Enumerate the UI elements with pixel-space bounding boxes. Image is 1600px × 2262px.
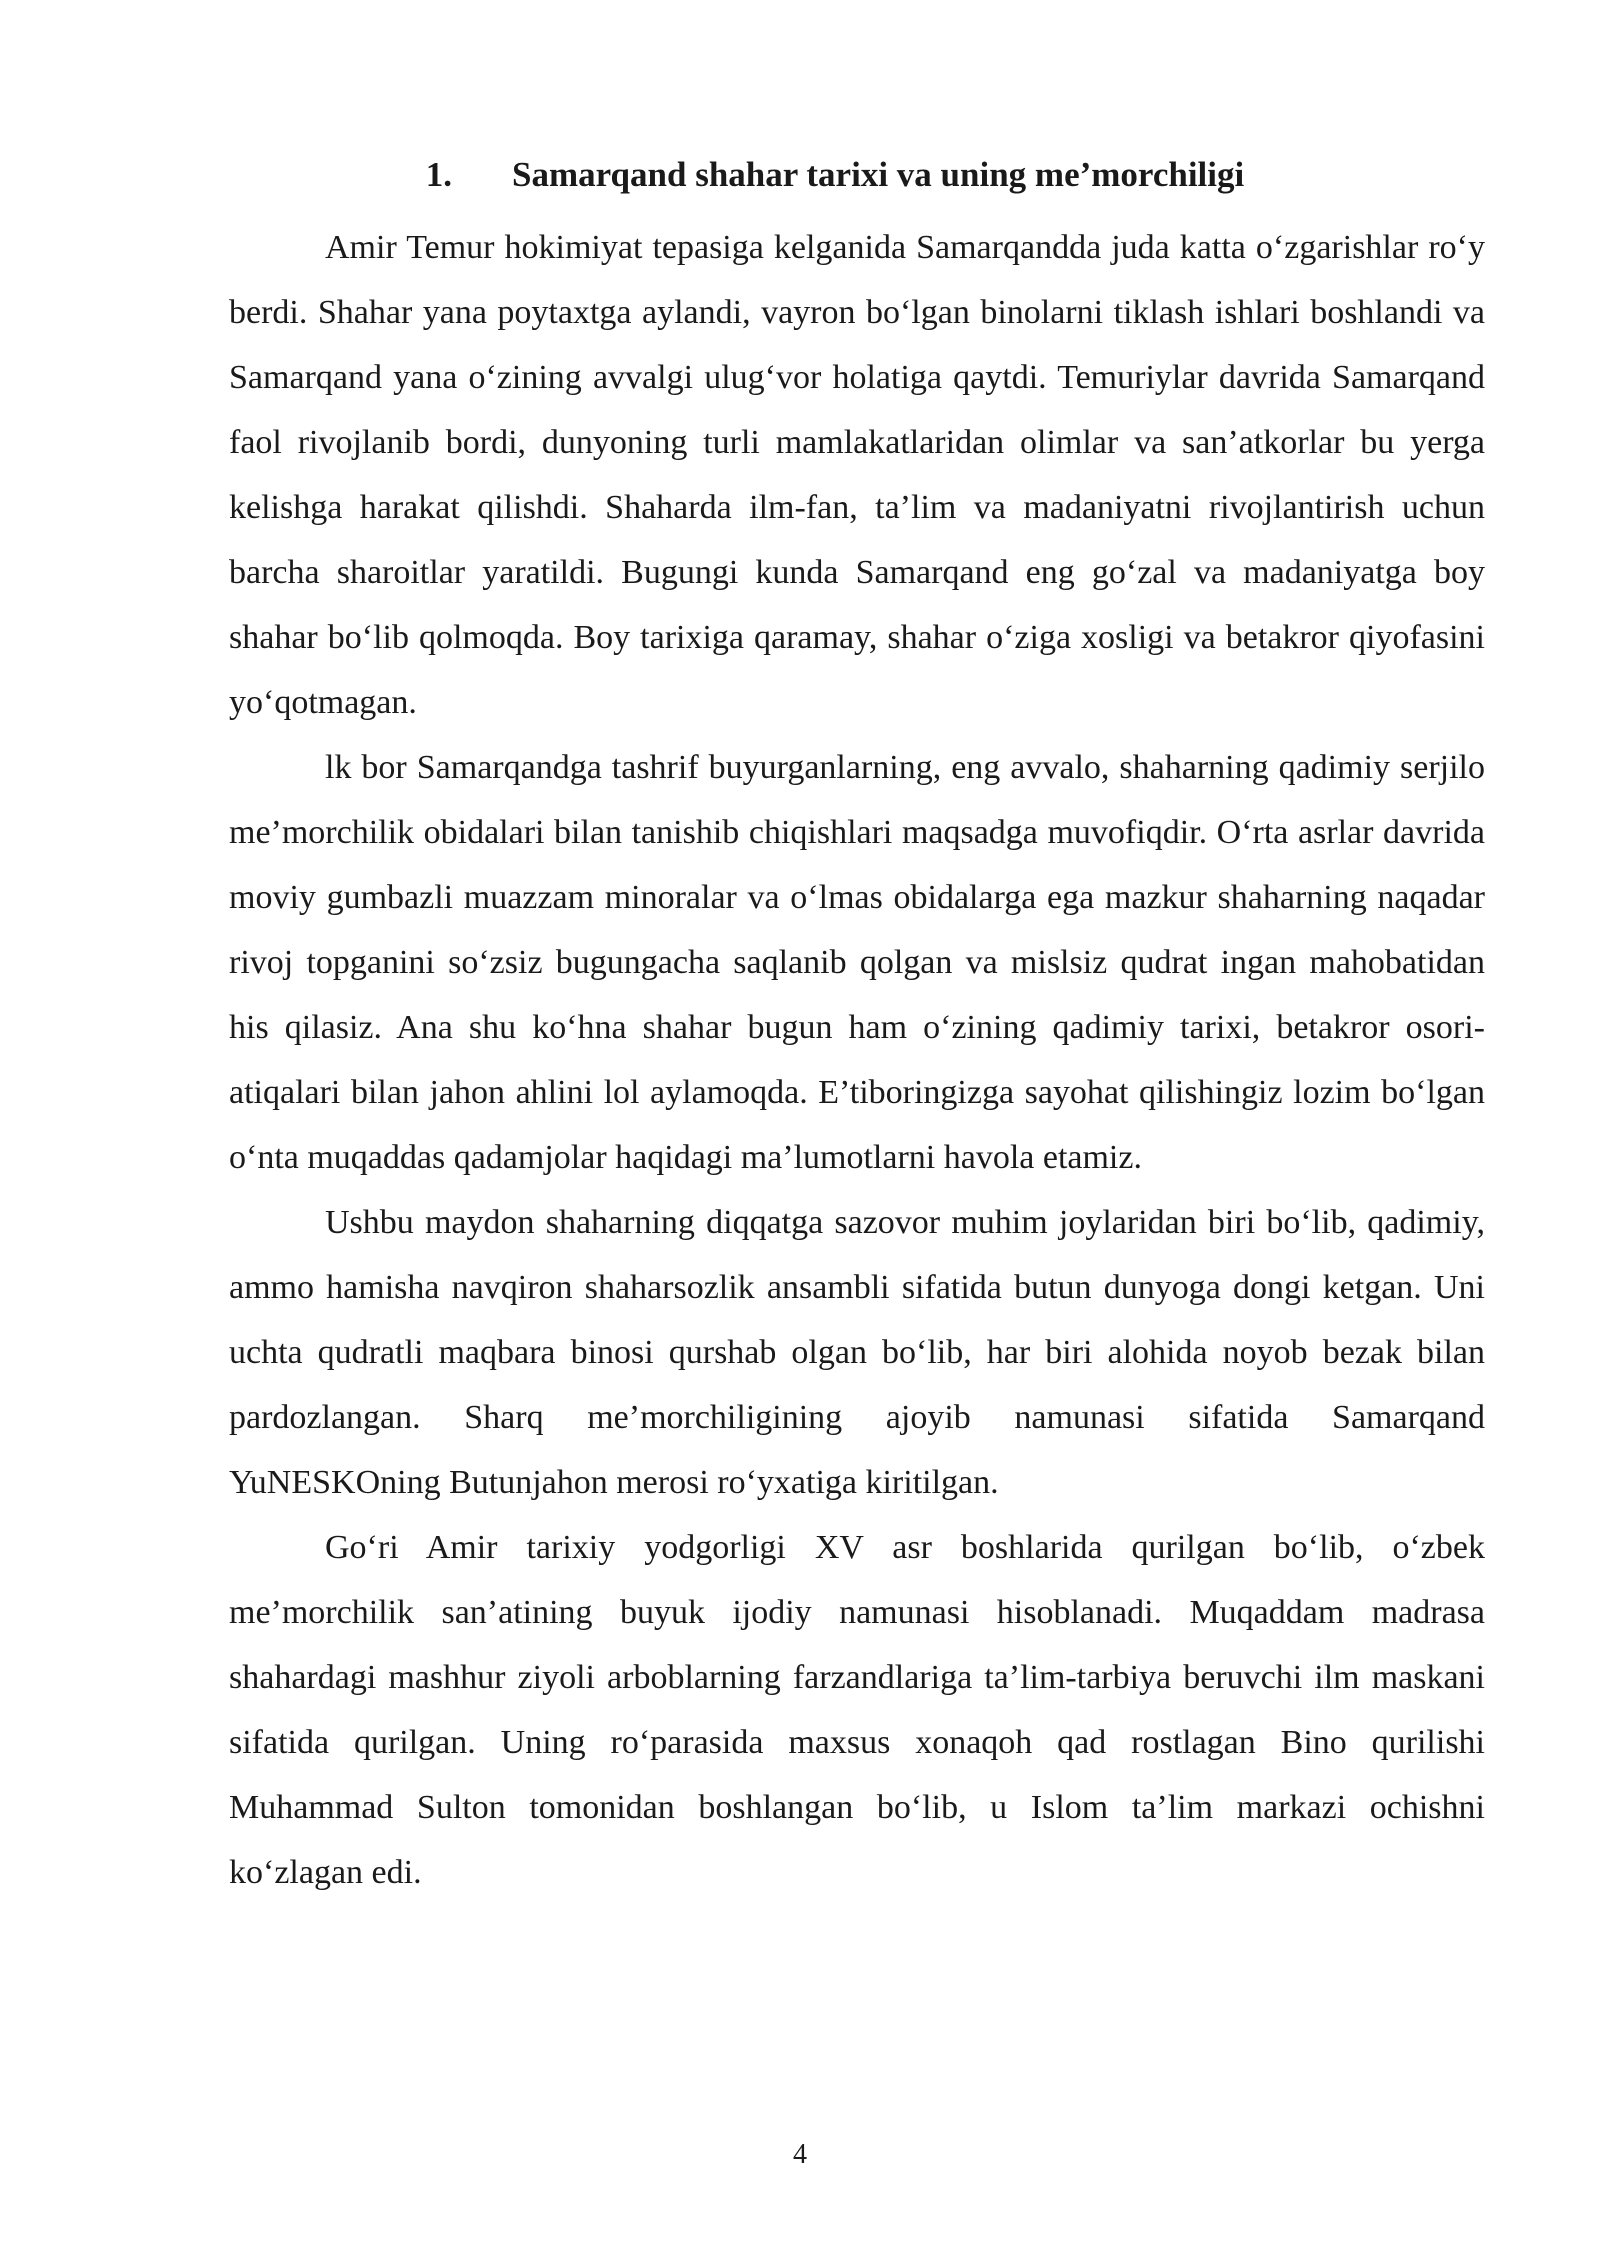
paragraph-2: lk bor Samarqandga tashrif buyurganlarning, eng avvalo, shaharning qadimiy serjilo me’morchilik obidalari bilan tanishib chiqishlari maqsadga muvofiqdir. O‘rta asrlar davrida moviy gumbazli muazzam minoralar va o‘lmas obidalarga ega mazkur shaharning naqadar rivoj topganini so‘zsiz bugungacha saqlanib qolgan va mislsiz qudrat ingan mahobatidan his qilasiz. Ana shu ko‘hna shahar bugun ham o‘zining qadimiy tarixi, betakror osori-atiqalari bilan jahon ahlini lol aylamoqda. E’tiboringizga sayohat qilishingiz lozim bo‘lgan o‘nta muqaddas qadamjolar haqidagi ma’lumotlarni havola etamiz.	[229, 749, 1485, 1176]
section-title: Samarqand shahar tarixi va uning me’morchiligi	[512, 155, 1245, 194]
section-number: 1.	[425, 155, 453, 194]
page-number: 4	[793, 2139, 807, 2170]
paragraph-3: Ushbu maydon shaharning diqqatga sazovor muhim joylaridan biri bo‘lib, qadimiy, ammo hamisha navqiron shaharsozlik ansambli sifatida butun dunyoga dongi ketgan. Uni uchta qudratli maqbara binosi qurshab olgan bo‘lib, har biri alohida noyob bezak bilan pardozlangan. Sharq me’morchiligining ajoyib namunasi sifatida Samarqand YuNESKOning Butunjahon merosi ro‘yxatiga kiritilgan.	[229, 1204, 1485, 1501]
paragraph-4: Go‘ri Amir tarixiy yodgorligi XV asr boshlarida qurilgan bo‘lib, o‘zbek me’morchilik san’atining buyuk ijodiy namunasi hisoblanadi. Muqaddam madrasa shahardagi mashhur ziyoli arboblarning farzandlariga ta’lim-tarbiya beruvchi ilm maskani sifatida qurilgan. Uning ro‘parasida maxsus xonaqoh qad rostlagan Bino qurilishi Muhammad Sulton tomonidan boshlangan bo‘lib, u Islom ta’lim markazi ochishni ko‘zlagan edi.	[229, 1529, 1485, 1891]
body-text	[229, 215, 1485, 1905]
section-heading	[0, 150, 1600, 200]
paragraph-1: Amir Temur hokimiyat tepasiga kelganida Samarqandda juda katta o‘zgarishlar ro‘y berdi. Shahar yana poytaxtga aylandi, vayron bo‘lgan binolarni tiklash ishlari boshlandi va Samarqand yana o‘zining avvalgi ulug‘vor holatiga qaytdi. Temuriylar davrida Samarqand faol rivojlanib bordi, dunyoning turli mamlakatlaridan olimlar va san’atkorlar bu yerga kelishga harakat qilishdi. Shaharda ilm-fan, ta’lim va madaniyatni rivojlantirish uchun barcha sharoitlar yaratildi. Bugungi kunda Samarqand eng go‘zal va madaniyatga boy shahar bo‘lib qolmoqda. Boy tarixiga qaramay, shahar o‘ziga xosligi va betakror qiyofasini yo‘qotmagan.	[229, 229, 1485, 721]
